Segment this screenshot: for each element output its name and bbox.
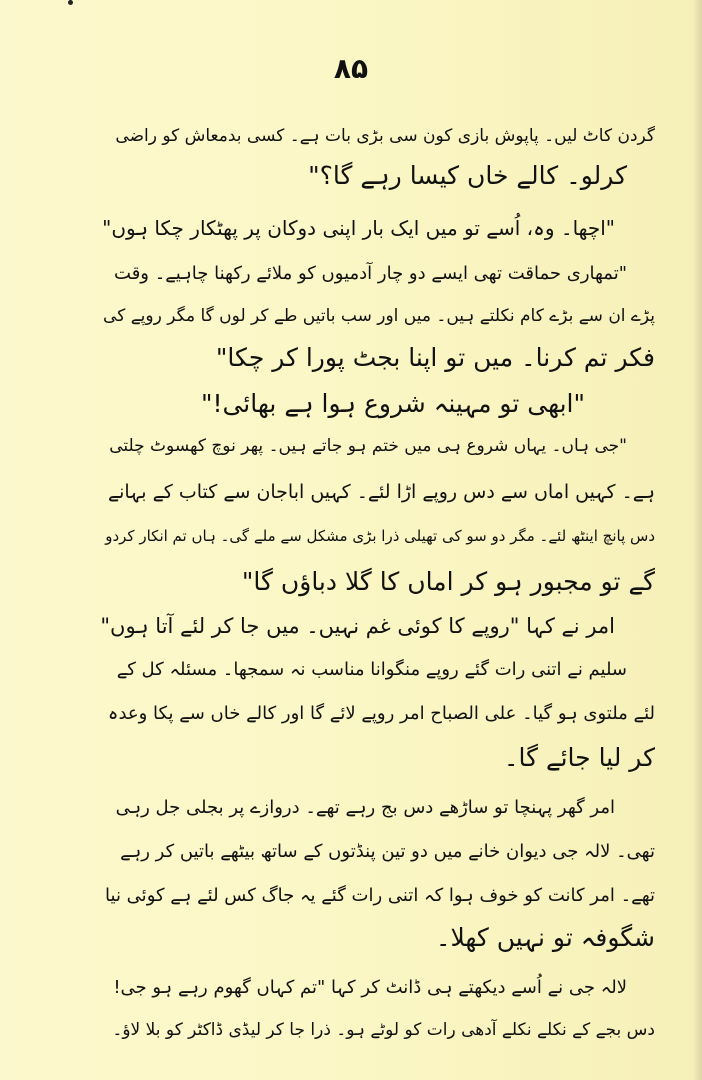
text-line: فکر تم کرنا۔ میں تو اپنا بجٹ پورا کر چکا" [215,343,655,372]
text-line: "جی ہاں۔ یہاں شروع ہی میں ختم ہو جاتے ہیں۔ پھر نوچ کھسوٹ چلتی [109,436,627,456]
text-line: امر گھر پہنچا تو ساڑھے دس بج رہے تھے۔ دروازے پر بجلی جل رہی [115,797,615,818]
text-line: شگوفہ تو نہیں کھلا۔ [435,923,655,952]
text-line: "تمھاری حماقت تھی ایسے دو چار آدمیوں کو ملائے رکھنا چاہیے۔ وقت [114,263,627,284]
text-line: لئے ملتوی ہو گیا۔ علی الصباح امر روپے لائے گا اور کالے خاں سے پکا وعدہ [107,703,655,724]
text-line: دس پانچ اینٹھ لئے۔ مگر دو سو کی تھیلی ذرا بڑی مشکل سے ملے گی۔ ہاں تم انکار کردو [105,527,655,545]
text-line: لالہ جی نے اُسے دیکھتے ہی ڈانٹ کر کہا "تم کہاں گھوم رہے ہو جی! [113,977,627,998]
page-text [100,120,655,1055]
text-line: گے تو مجبور ہو کر اماں کا گلا دباؤں گا" [241,567,655,596]
text-line: کر لیا جائے گا۔ [503,743,655,772]
text-line: پڑے ان سے بڑے کام نکلتے ہیں۔ میں اور سب باتیں طے کر لوں گا مگر روپے کی [103,306,655,326]
page-number: ۸۵ [333,52,369,85]
page-edge-shadow [692,0,702,1080]
text-line: امر نے کہا "روپے کا کوئی غم نہیں۔ میں جا کر لئے آتا ہوں" [100,614,615,638]
text-line: "ابھی تو مہینہ شروع ہوا ہے بھائی!" [200,389,585,418]
text-line: کرلو۔ کالے خاں کیسا رہے گا؟" [308,161,627,190]
ink-dot [68,0,73,5]
text-line: "اچھا۔ وہ، اُسے تو میں ایک بار اپنی دوکان پر پھٹکار چکا ہوں" [102,216,615,240]
text-line: گردن کاٹ لیں۔ پاپوش بازی کون سی بڑی بات ہے۔ کسی بدمعاش کو راضی [115,126,655,146]
text-line: دس بجے کے نکلے نکلے آدھی رات کو لوٹے ہو۔ ذرا جا کر لیڈی ڈاکٹر کو بلا لاؤ۔ [112,1020,655,1040]
text-line: سلیم نے اتنی رات گئے روپے منگوانا مناسب نہ سمجھا۔ مسئلہ کل کے [116,659,627,680]
text-line: ہے۔ کہیں اماں سے دس روپے اڑا لئے۔ کہیں اباجان سے کتاب کے بہانے [107,481,655,503]
text-line: تھی۔ لالہ جی دیوان خانے میں دو تین پنڈتوں کے ساتھ بیٹھے باتیں کر رہے [120,841,655,862]
text-line: تھے۔ امر کانت کو خوف ہوا کہ اتنی رات گئے یہ جاگ کس لئے ہے کوئی نیا [105,885,655,906]
